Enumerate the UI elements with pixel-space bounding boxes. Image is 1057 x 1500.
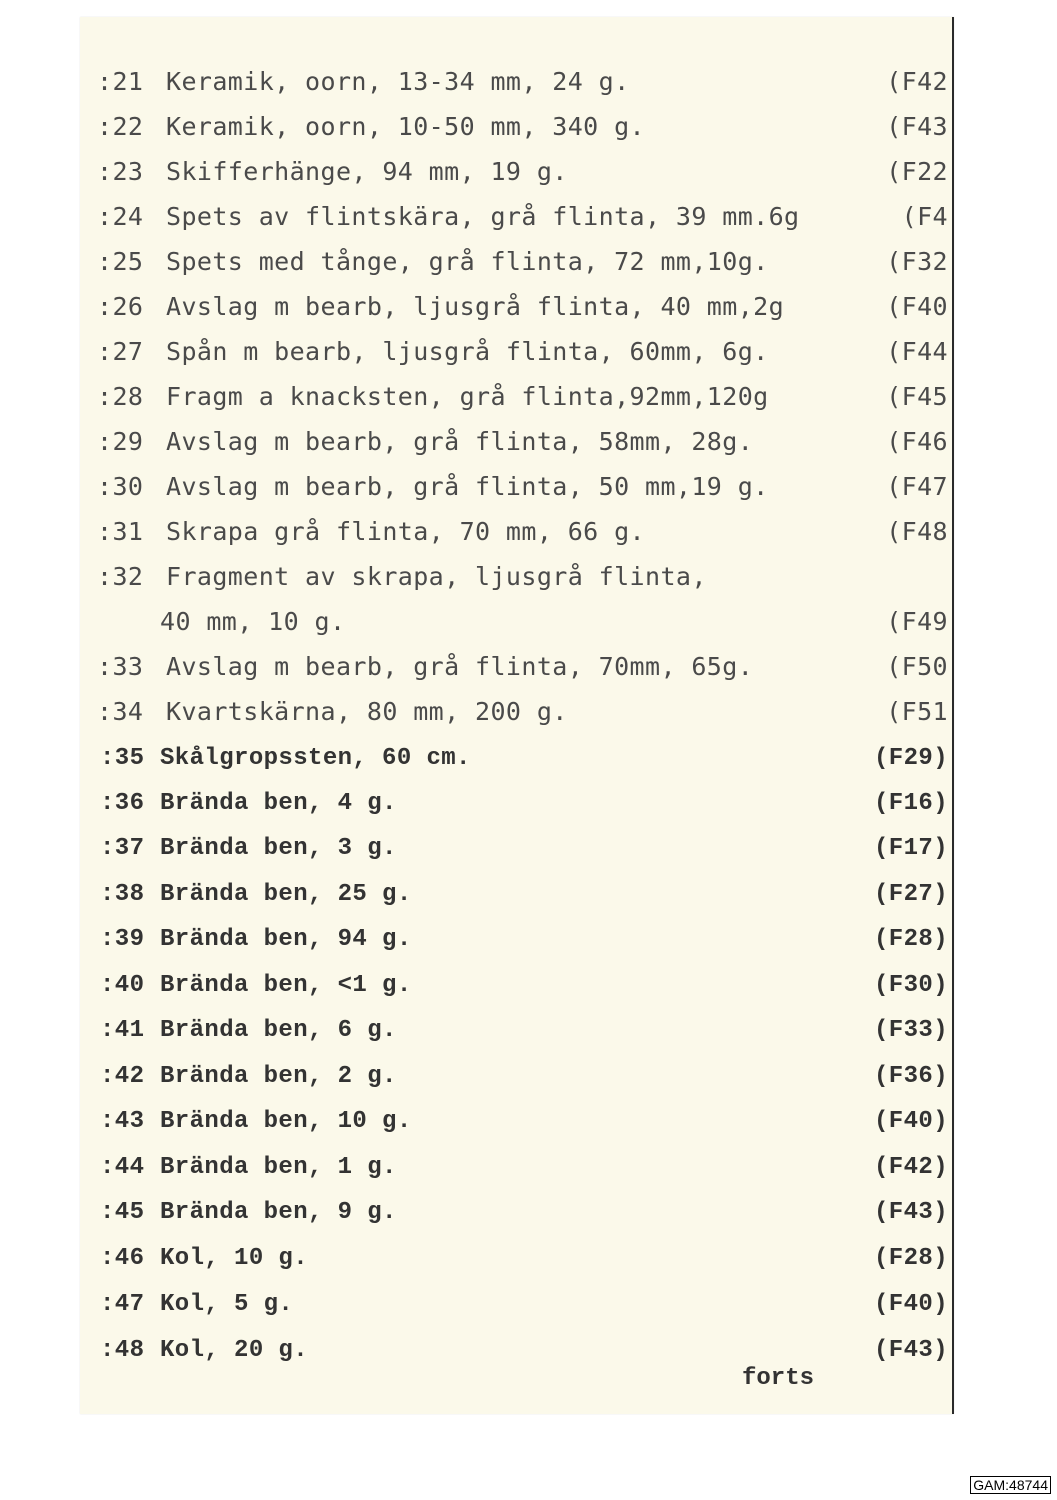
entry-number: :26 (97, 292, 144, 321)
entry-37 (80, 835, 952, 875)
entry-description: Brända ben, 94 g. (160, 926, 412, 953)
entry-22 (80, 112, 952, 152)
entry-description: Kol, 20 g. (160, 1337, 309, 1364)
entry-30 (80, 472, 952, 512)
entry-reference: (F48 (886, 517, 948, 546)
entry-description: Brända ben, 9 g. (160, 1199, 397, 1226)
entry-reference: (F16) (873, 790, 948, 817)
entry-32 (80, 562, 952, 602)
entry-reference: (F28) (873, 926, 948, 953)
entry-34 (80, 697, 952, 737)
entry-reference: (F28) (873, 1245, 948, 1272)
entry-47 (80, 1291, 952, 1331)
entry-42 (80, 1063, 952, 1103)
entry-33 (80, 652, 952, 692)
entry-description: Skålgropssten, 60 cm. (160, 745, 471, 772)
entry-reference: (F17) (873, 835, 948, 862)
entry-description: Avslag m bearb, grå flinta, 58mm, 28g. (166, 427, 754, 456)
entry-reference: (F27) (873, 881, 948, 908)
entry-number: :43 (100, 1108, 145, 1135)
entry-reference: (F40 (886, 292, 948, 321)
entry-reference: (F51 (886, 697, 948, 726)
entry-description: Brända ben, 10 g. (160, 1108, 412, 1135)
entry-32-continued (80, 607, 952, 647)
entry-number: :39 (100, 926, 145, 953)
entry-35 (80, 745, 952, 785)
entry-reference: (F47 (886, 472, 948, 501)
entry-description: Brända ben, 3 g. (160, 835, 397, 862)
entry-number: :23 (97, 157, 144, 186)
entry-description: Fragment av skrapa, ljusgrå flinta, (166, 562, 707, 591)
entry-38 (80, 881, 952, 921)
entry-description: Skrapa grå flinta, 70 mm, 66 g. (166, 517, 645, 546)
entry-number: :22 (97, 112, 144, 141)
entry-number: :45 (100, 1199, 145, 1226)
entry-number: :21 (97, 67, 144, 96)
entry-description: Spets med tånge, grå flinta, 72 mm,10g. (166, 247, 769, 276)
entry-number: :31 (97, 517, 144, 546)
entry-description: Spån m bearb, ljusgrå flinta, 60mm, 6g. (166, 337, 769, 366)
entry-description: Kol, 5 g. (160, 1291, 294, 1318)
entry-number: :42 (100, 1063, 145, 1090)
entry-description: Fragm a knacksten, grå flinta,92mm,120g (166, 382, 769, 411)
entry-reference: (F46 (886, 427, 948, 456)
entry-reference: (F29) (873, 745, 948, 772)
entry-description: Brända ben, 1 g. (160, 1154, 397, 1181)
entry-reference: (F49 (886, 607, 948, 636)
entry-description: Kol, 10 g. (160, 1245, 309, 1272)
entry-description: Kvartskärna, 80 mm, 200 g. (166, 697, 568, 726)
entry-29 (80, 427, 952, 467)
entry-number: :30 (97, 472, 144, 501)
entry-reference: (F36) (873, 1063, 948, 1090)
entry-number: :40 (100, 972, 145, 999)
entry-40 (80, 972, 952, 1012)
entry-number: :29 (97, 427, 144, 456)
catalog-card (80, 17, 954, 1414)
entry-24 (80, 202, 952, 242)
entry-reference: (F45 (886, 382, 948, 411)
entry-number: :28 (97, 382, 144, 411)
entry-reference: (F44 (886, 337, 948, 366)
entry-45 (80, 1199, 952, 1239)
archive-id-label: GAM:48744 (970, 1476, 1051, 1494)
entry-number: :32 (97, 562, 144, 591)
entry-description: Brända ben, <1 g. (160, 972, 412, 999)
entry-number: :24 (97, 202, 144, 231)
entry-reference: (F42) (873, 1154, 948, 1181)
entry-number: :46 (100, 1245, 145, 1272)
entry-31 (80, 517, 952, 557)
entry-reference: (F43) (873, 1199, 948, 1226)
entry-number: :35 (100, 745, 145, 772)
entry-21 (80, 67, 952, 107)
entry-44 (80, 1154, 952, 1194)
entry-26 (80, 292, 952, 332)
entry-description: Brända ben, 4 g. (160, 790, 397, 817)
entry-reference: (F33) (873, 1017, 948, 1044)
entry-46 (80, 1245, 952, 1285)
entry-reference: (F43) (873, 1337, 948, 1364)
entry-27 (80, 337, 952, 377)
entry-description: Keramik, oorn, 13-34 mm, 24 g. (166, 67, 630, 96)
entry-number: :37 (100, 835, 145, 862)
entry-28 (80, 382, 952, 422)
entry-number: :27 (97, 337, 144, 366)
entry-25 (80, 247, 952, 287)
entry-reference: (F4 (901, 202, 948, 231)
entry-description: Brända ben, 6 g. (160, 1017, 397, 1044)
entry-description: 40 mm, 10 g. (160, 607, 346, 636)
entry-reference: (F50 (886, 652, 948, 681)
entry-description: Brända ben, 2 g. (160, 1063, 397, 1090)
entry-description: Avslag m bearb, grå flinta, 50 mm,19 g. (166, 472, 769, 501)
entry-number: :41 (100, 1017, 145, 1044)
entry-description: Brända ben, 25 g. (160, 881, 412, 908)
entry-number: :47 (100, 1291, 145, 1318)
entry-reference: (F22 (886, 157, 948, 186)
entry-number: :33 (97, 652, 144, 681)
entry-description: Spets av flintskära, grå flinta, 39 mm.6g (166, 202, 800, 231)
entry-description: Avslag m bearb, grå flinta, 70mm, 65g. (166, 652, 754, 681)
entry-number: :44 (100, 1154, 145, 1181)
entry-description: Keramik, oorn, 10-50 mm, 340 g. (166, 112, 645, 141)
entry-number: :36 (100, 790, 145, 817)
entry-43 (80, 1108, 952, 1148)
entry-39 (80, 926, 952, 966)
entry-41 (80, 1017, 952, 1057)
continued-note: forts (742, 1365, 815, 1392)
entry-number: :38 (100, 881, 145, 908)
entry-reference: (F40) (873, 1108, 948, 1135)
entry-23 (80, 157, 952, 197)
entry-48 (80, 1337, 952, 1377)
entry-reference: (F43 (886, 112, 948, 141)
entry-number: :48 (100, 1337, 145, 1364)
entry-number: :34 (97, 697, 144, 726)
entry-reference: (F42 (886, 67, 948, 96)
entry-reference: (F32 (886, 247, 948, 276)
entry-number: :25 (97, 247, 144, 276)
entry-reference: (F30) (873, 972, 948, 999)
entry-description: Avslag m bearb, ljusgrå flinta, 40 mm,2g (166, 292, 785, 321)
entry-36 (80, 790, 952, 830)
entry-description: Skifferhänge, 94 mm, 19 g. (166, 157, 568, 186)
entry-reference: (F40) (873, 1291, 948, 1318)
